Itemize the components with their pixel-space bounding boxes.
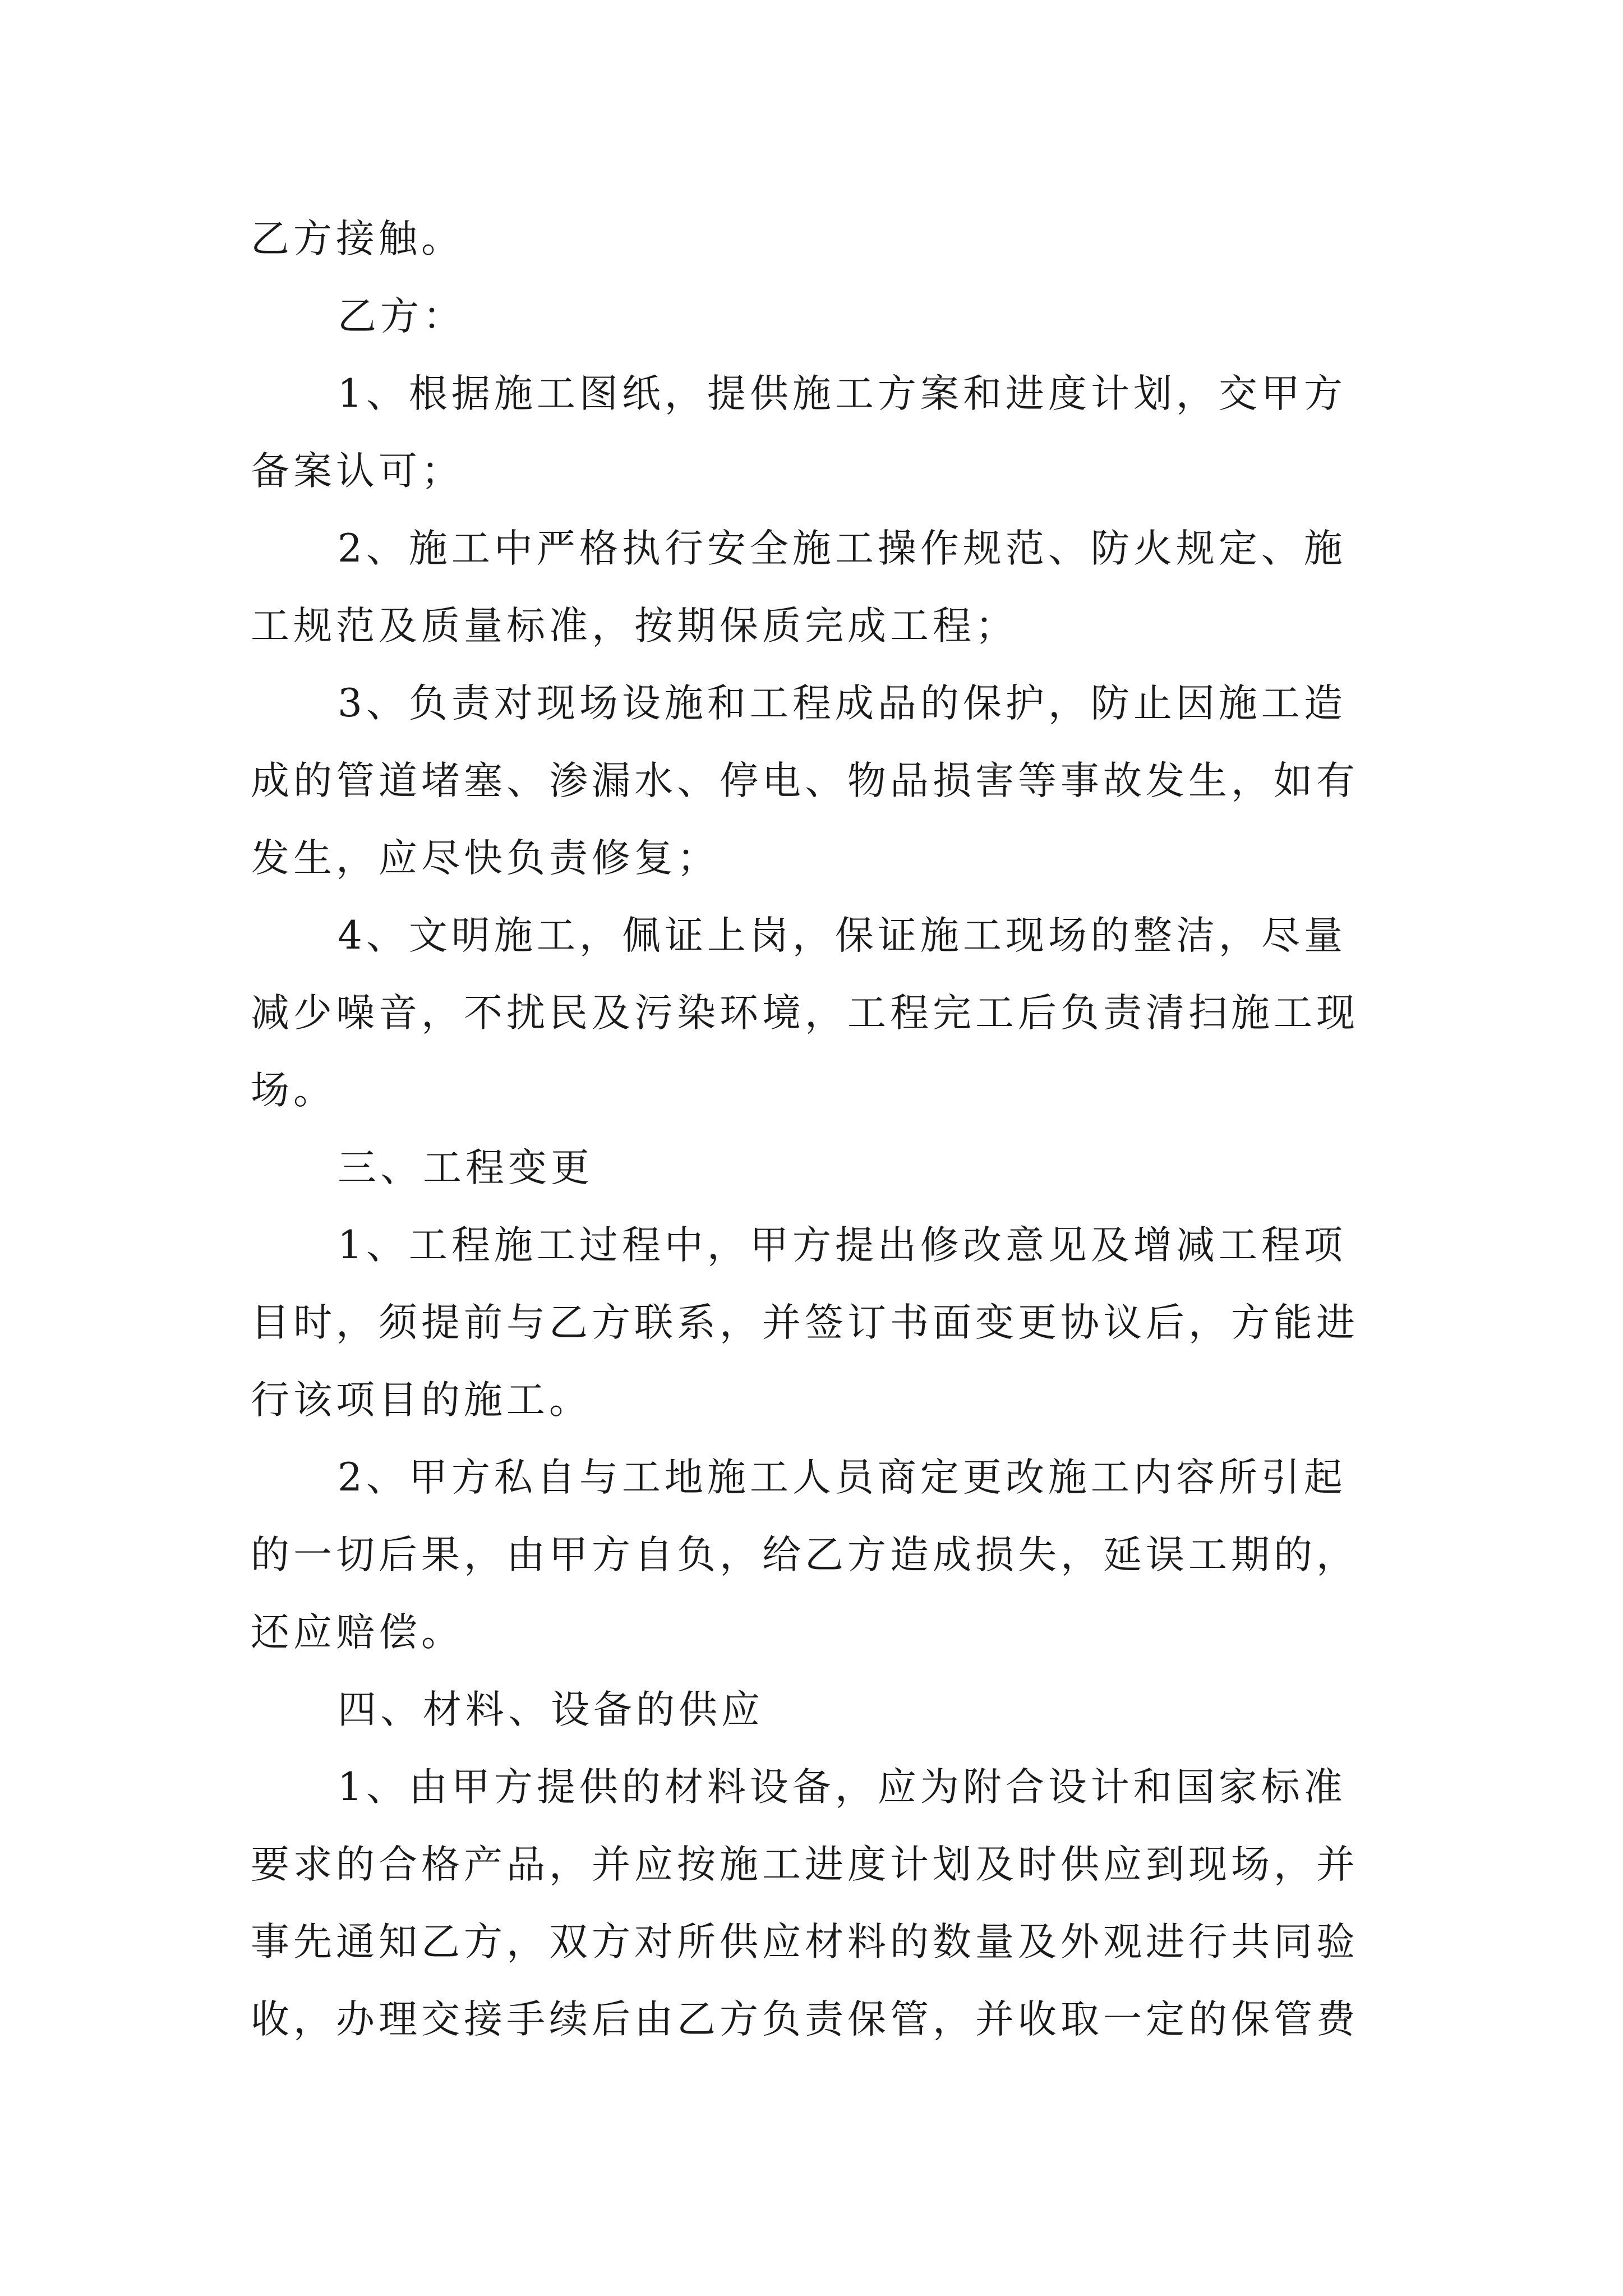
text-line: 还应赔偿。 (251, 1610, 464, 1655)
document-body (251, 200, 1398, 2058)
text-line: 4、文明施工，佩证上岗，保证施工现场的整洁，尽量 (338, 913, 1347, 958)
text-line: 减少噪音，不扰民及污染环境，工程完工后负责清扫施工现 (251, 991, 1359, 1036)
text-line: 2、甲方私自与工地施工人员商定更改施工内容所引起 (338, 1455, 1347, 1500)
text-line: 1、工程施工过程中，甲方提出修改意见及增减工程项 (338, 1223, 1347, 1268)
text-line: 工规范及质量标准，按期保质完成工程； (251, 604, 1018, 648)
text-line: 三、工程变更 (338, 1145, 593, 1190)
text-line: 备案认可； (251, 449, 464, 494)
text-line: 乙方： (338, 294, 465, 339)
text-line: 乙方接触。 (251, 217, 464, 261)
text-line: 1、由甲方提供的材料设备，应为附合设计和国家标准 (338, 1765, 1347, 1810)
text-line: 场。 (251, 1068, 336, 1113)
text-line: 的一切后果，由甲方自负，给乙方造成损失，延误工期的， (251, 1533, 1359, 1577)
text-line: 收，办理交接手续后由乙方负责保管，并收取一定的保管费 (251, 1997, 1359, 2042)
text-line: 四、材料、设备的供应 (338, 1687, 764, 1732)
text-line: 发生，应尽快负责修复； (251, 836, 720, 881)
text-line: 成的管道堵塞、渗漏水、停电、物品损害等事故发生，如有 (251, 758, 1359, 803)
text-line: 1、根据施工图纸，提供施工方案和进度计划，交甲方 (338, 371, 1347, 416)
text-line: 目时，须提前与乙方联系，并签订书面变更协议后，方能进 (251, 1300, 1359, 1345)
text-line: 3、负责对现场设施和工程成品的保护，防止因施工造 (338, 681, 1347, 726)
text-line: 事先通知乙方，双方对所供应材料的数量及外观进行共同验 (251, 1920, 1359, 1964)
text-line: 2、施工中严格执行安全施工操作规范、防火规定、施 (338, 526, 1347, 571)
text-line: 行该项目的施工。 (251, 1378, 592, 1423)
text-line: 要求的合格产品，并应按施工进度计划及时供应到现场，并 (251, 1842, 1359, 1887)
